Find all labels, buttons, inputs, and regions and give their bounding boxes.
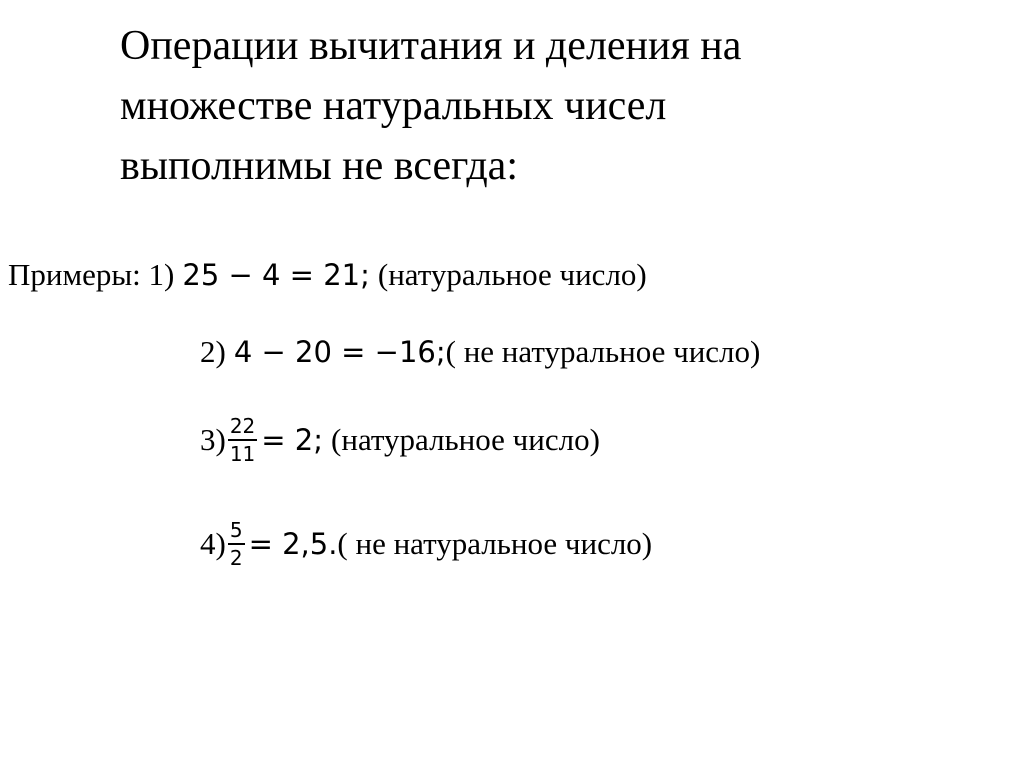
example-3-expression: = 2; <box>261 423 324 457</box>
example-3-label: 3) <box>200 422 226 457</box>
example-3-numerator: 22 <box>228 415 257 441</box>
examples-intro: Примеры: 1) <box>8 257 175 292</box>
example-4-numerator: 5 <box>228 519 245 545</box>
example-3-fraction <box>228 415 257 465</box>
example-2 <box>200 322 760 382</box>
example-4-note: ( не натуральное число) <box>337 526 653 561</box>
example-4-fraction <box>228 519 245 569</box>
example-4-expression: = 2,5. <box>248 527 338 561</box>
example-2-note: ( не натуральное число) <box>445 334 761 369</box>
title-line-3: выполнимы не всегда: <box>120 143 518 189</box>
slide-title <box>120 16 980 196</box>
example-2-expression: 4 − 20 = −16; <box>233 335 446 369</box>
example-1-note: (натуральное число) <box>377 257 647 292</box>
example-3 <box>200 410 600 470</box>
example-4-label: 4) <box>200 526 226 561</box>
example-1-expression: 25 − 4 = 21; <box>182 258 370 292</box>
title-line-1: Операции вычитания и деления на <box>120 23 742 69</box>
example-3-denominator: 11 <box>229 442 256 466</box>
example-2-label: 2) <box>200 334 226 369</box>
example-4-denominator: 2 <box>229 546 243 570</box>
title-line-2: множестве натуральных чисел <box>120 83 667 129</box>
example-3-note: (натуральное число) <box>331 422 600 457</box>
example-4 <box>200 514 652 574</box>
example-1 <box>8 245 647 305</box>
